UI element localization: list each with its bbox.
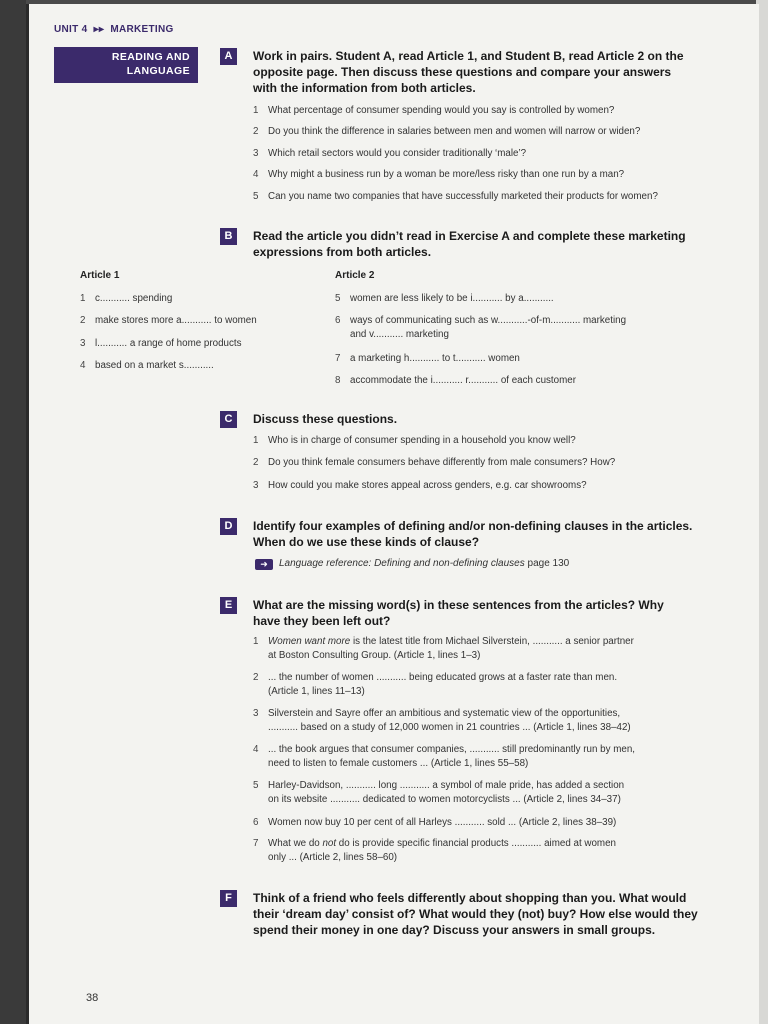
language-reference-link[interactable] <box>255 558 569 570</box>
list-item: 2 ... the number of women ........... being educated grows at a faster rate than men. (Article 1, lines 11–13) <box>253 672 618 697</box>
list-item: 4 based on a market s........... <box>80 360 214 371</box>
list-item: 5 women are less likely to be i........... by a........... <box>335 293 554 304</box>
exercise-e-heading: What are the missing word(s) in these sentences from the articles? Why have they been left out? <box>253 598 664 628</box>
article-1-title: Article 1 <box>80 270 120 281</box>
language-reference-page: page 130 <box>527 558 570 569</box>
list-item: 5 Harley-Davidson, ........... long ........... a symbol of male pride, has added a section on its website ........... dedicated to women motorcyclists ... (Article 2, lines 34–37) <box>253 780 625 805</box>
exercise-e-badge: E <box>220 597 237 614</box>
page-number: 38 <box>86 992 99 1004</box>
arrow-right-icon: ➜ <box>255 559 273 570</box>
unit-header <box>54 24 174 35</box>
banner-line-1: READING AND <box>111 51 190 63</box>
list-item: 6 ways of communicating such as w...........-of-m........... marketing and v........... marketing <box>335 315 627 340</box>
section-banner <box>54 47 198 83</box>
exercise-d-badge: D <box>220 518 237 535</box>
language-reference-title: Language reference: Defining and non-defining clauses <box>279 558 525 569</box>
list-item: 3 How could you make stores appeal across genders, e.g. car showrooms? <box>253 480 587 491</box>
list-item: 1 Who is in charge of consumer spending in a household you know well? <box>253 435 576 446</box>
article-2-title: Article 2 <box>335 270 375 281</box>
exercise-f-heading: Think of a friend who feels differently about shopping than you. What would their ‘dream day’ consist of? What would they (not) buy? How else would they spend their money in one day? Discuss your answers in small groups. <box>253 891 698 937</box>
exercise-f-badge: F <box>220 890 237 907</box>
list-item: 3 Which retail sectors would you consider traditionally ‘male’? <box>253 148 527 159</box>
exercise-c-heading: Discuss these questions. <box>253 412 398 426</box>
list-item: 4 ... the book argues that consumer companies, ........... still predominantly run by men, need to listen to female customers ... (Article 1, lines 55–58) <box>253 744 636 769</box>
list-item: 6 Women now buy 10 per cent of all Harleys ........... sold ... (Article 2, lines 38–39) <box>253 817 617 828</box>
list-item: 5 Can you name two companies that have successfully marketed their products for women? <box>253 191 658 202</box>
list-item: 7 a marketing h........... to t........... women <box>335 353 520 364</box>
list-item: 2 Do you think female consumers behave differently from male consumers? How? <box>253 457 616 468</box>
exercise-a-badge: A <box>220 48 237 65</box>
list-item: 1 c........... spending <box>80 293 173 304</box>
list-item: 1 Women want more is the latest title from Michael Silverstein, ........... a senior partner at Boston Consulting Group. (Article 1, lines 1–3) <box>253 636 634 661</box>
unit-label: UNIT 4 <box>54 24 88 35</box>
list-item: 4 Why might a business run by a woman be more/less risky than one run by a man? <box>253 169 625 180</box>
banner-line-2: LANGUAGE <box>126 65 190 77</box>
list-item: 3 Silverstein and Sayre offer an ambitious and systematic view of the opportunities, ........... based on a study of 12,000 women in 21 countries ... (Article 1, lines 38–42) <box>253 708 631 733</box>
list-item: 2 Do you think the difference in salaries between men and women will narrow or widen? <box>253 126 641 137</box>
exercise-b-heading: Read the article you didn’t read in Exercise A and complete these marketing expressions from both articles. <box>253 229 686 259</box>
unit-topic: MARKETING <box>110 24 174 35</box>
list-item: 2 make stores more a........... to women <box>80 315 257 326</box>
list-item: 1 What percentage of consumer spending would you say is controlled by women? <box>253 105 615 116</box>
exercise-b-badge: B <box>220 228 237 245</box>
list-item: 8 accommodate the i........... r........... of each customer <box>335 375 576 386</box>
list-item: 3 l........... a range of home products <box>80 338 242 349</box>
exercise-c-badge: C <box>220 411 237 428</box>
book-spine <box>0 0 26 1024</box>
exercise-d-heading: Identify four examples of defining and/or non-defining clauses in the articles. When do we use these kinds of clause? <box>253 519 693 549</box>
exercise-a-heading: Work in pairs. Student A, read Article 1, and Student B, read Article 2 on the opposite page. Then discuss these questions and compare your answers with the information from both articles. <box>253 49 684 95</box>
list-item: 7 What we do not do is provide specific financial products ........... aimed at women only ... (Article 2, lines 58–60) <box>253 838 616 863</box>
double-arrow-icon: ▸▸ <box>93 24 105 35</box>
